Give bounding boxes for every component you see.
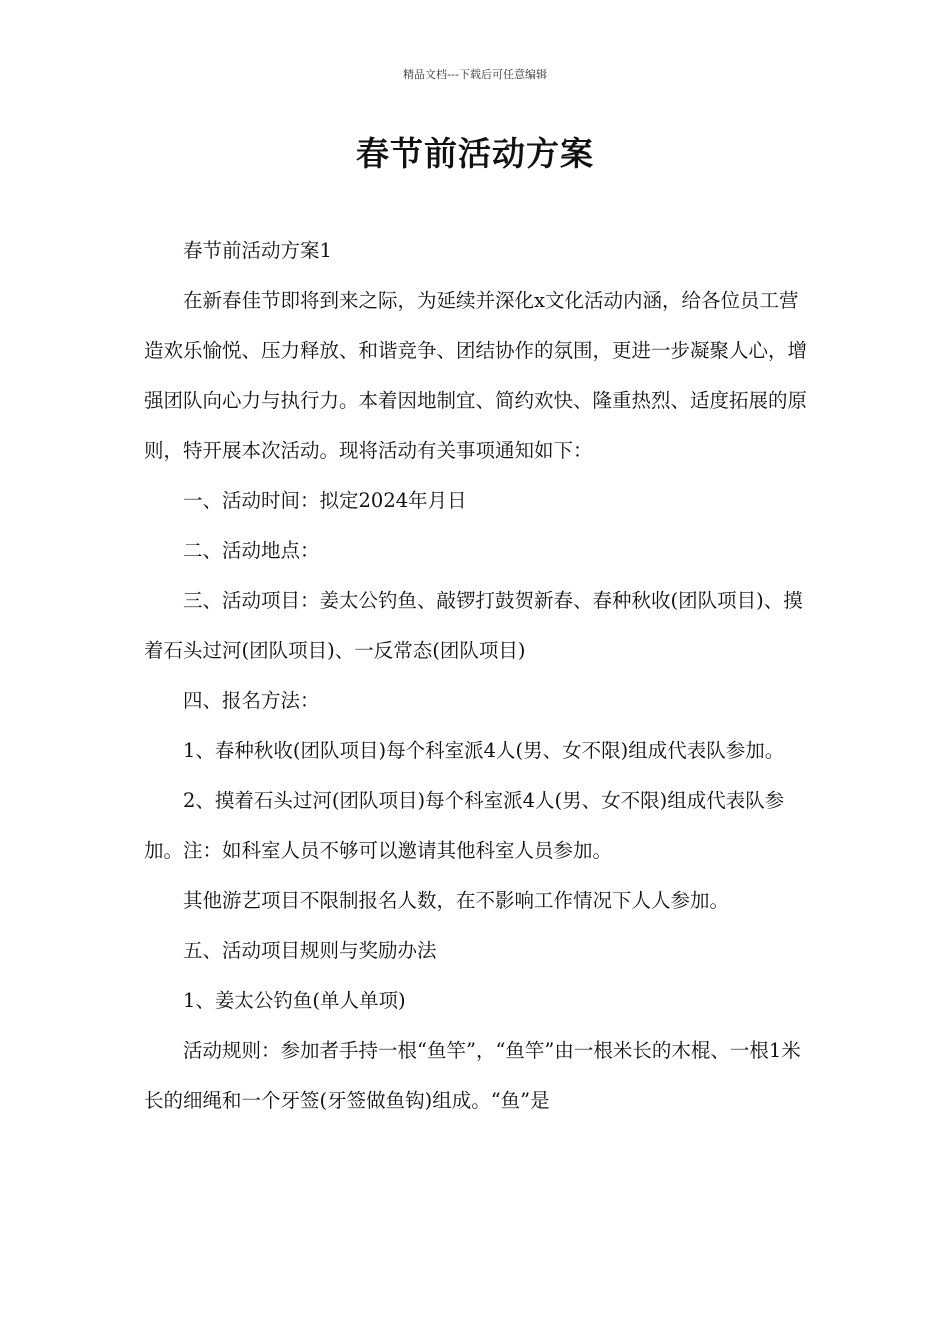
document-body — [144, 226, 808, 1126]
paragraph-fishing-rules: 活动规则：参加者手持一根“鱼竿”，“鱼竿”由一根米长的木棍、一根1米长的细绳和一个牙签(牙签做鱼钩)组成。“鱼”是 — [144, 1039, 801, 1112]
paragraph-activity-items: 三、活动项目：姜太公钓鱼、敲锣打鼓贺新春、春种秋收(团队项目)、摸着石头过河(团队项目)、一反常态(团队项目) — [144, 589, 803, 662]
document-title: 春节前活动方案 — [356, 134, 594, 173]
header-note: 精品文档---下载后可任意编辑 — [403, 68, 547, 81]
paragraph-rules-heading: 五、活动项目规则与奖励办法 — [183, 939, 437, 962]
paragraph-section-title: 春节前活动方案1 — [183, 239, 332, 262]
paragraph-activity-time: 一、活动时间：拟定2024年月日 — [183, 489, 467, 512]
paragraph-signup-rule-1: 1、春种秋收(团队项目)每个科室派4人(男、女不限)组成代表队参加。 — [183, 739, 785, 762]
paragraph-other-games: 其他游艺项目不限制报名人数，在不影响工作情况下人人参加。 — [183, 889, 730, 912]
paragraph-signup-method: 四、报名方法： — [183, 689, 320, 712]
paragraph-fishing-game: 1、姜太公钓鱼(单人单项) — [183, 989, 406, 1012]
paragraph-signup-rule-2: 2、摸着石头过河(团队项目)每个科室派4人(男、女不限)组成代表队参加。注：如科室人员不够可以邀请其他科室人员参加。 — [144, 789, 785, 862]
paragraph-activity-location: 二、活动地点： — [183, 539, 320, 562]
paragraph-intro: 在新春佳节即将到来之际，为延续并深化x文化活动内涵，给各位员工营造欢乐愉悦、压力释放、和谐竞争、团结协作的氛围，更进一步凝聚人心，增强团队向心力与执行力。本着因地制宜、简约欢快、隆重热烈、适度拓展的原则，特开展本次活动。现将活动有关事项通知如下： — [144, 289, 808, 462]
